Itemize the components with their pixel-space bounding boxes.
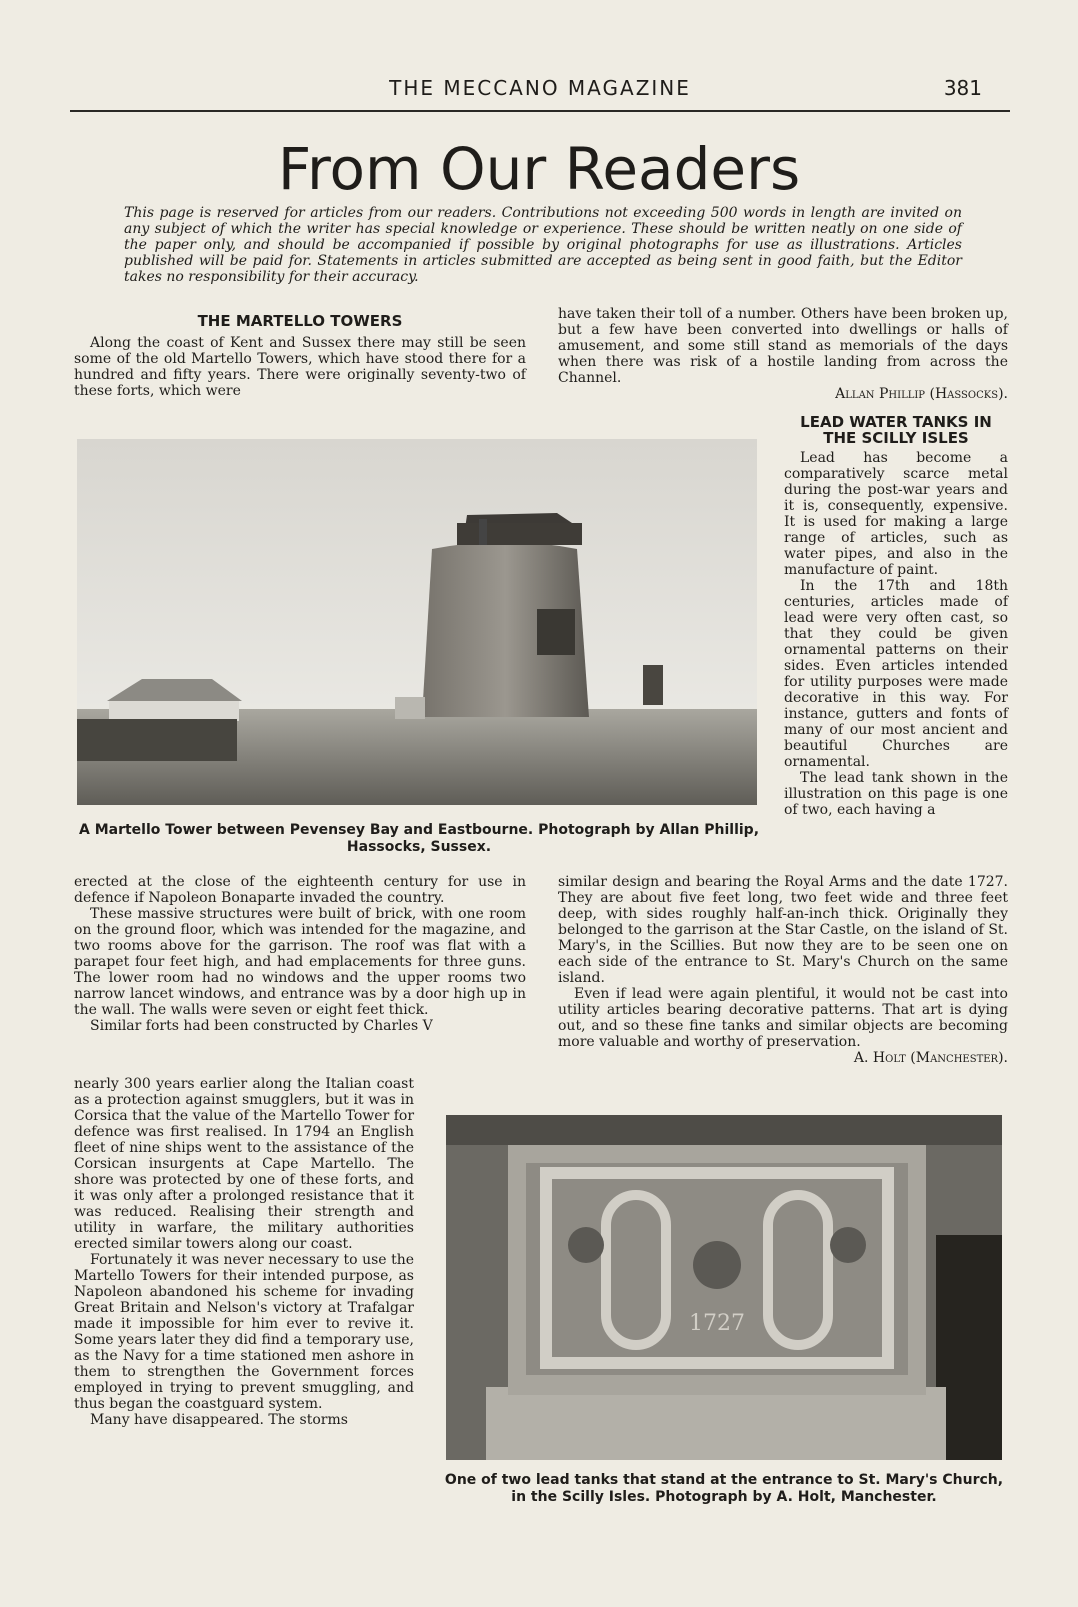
magazine-title: THE MECCANO MAGAZINE [389,76,691,100]
tank-date-label: 1727 [689,1311,745,1336]
martello-paragraph-2: erected at the close of the eighteenth century for use in defence if Napoleon Bonaparte invaded the country. [74,874,526,906]
martello-paragraph-1-continued: have taken their toll of a number. Others have been broken up, but a few have been converted into dwellings or halls of amusement, and some still stand as memorials of the days when there was risk of a hostile landing from across the Channel. [558,306,1008,386]
intro-notice: This page is reserved for articles from our readers. Contributions not exceeding 500 words in length are invited on any subject of which the writer has special knowledge or experience. These should be written neatly on one side of the paper only, and should be accompanied if possible by original photographs for use as illustrations. Articles published will be paid for. Statements in articles submitted are accepted as being sent in good faith, but the Editor takes no responsibility for their accuracy. [124,205,962,285]
lead-tank-illustration [446,1115,1002,1460]
martello-heading: THE MARTELLO TOWERS [197,312,403,330]
martello-narrow-column [74,1076,414,1428]
martello-continuation-column [558,306,1008,402]
martello-signature: Allan Phillip (Hassocks). [835,386,1008,402]
martello-paragraph-6: Many have disappeared. The storms [90,1412,348,1428]
lead-paragraph-4: Even if lead were again plentiful, it would not be cast into utility articles bearing decorative patterns. That art is dying out, and so these fine tanks and similar objects are becoming more valuable and worthy of preservation. [558,986,1008,1050]
martello-paragraph-5: Fortunately it was never necessary to use the Martello Towers for their intended purpose, as Napoleon abandoned his scheme for invading Great Britain and Nelson's victory at Trafalgar made it impossible for him ever to revive it. Some years later they did find a temporary use, as the Navy for a time stationed men ashore in them to strengthen the Government forces employed in trying to prevent smuggling, and thus began the coastguard system. [74,1252,414,1412]
lead-signature: A. Holt (Manchester). [853,1050,1008,1066]
lead-tank-photo-caption: One of two lead tanks that stand at the entrance to St. Mary's Church, in the Scilly Isles. Photograph by A. Holt, Manchester. [444,1472,1004,1505]
martello-photo-caption: A Martello Tower between Pevensey Bay and Eastbourne. Photograph by Allan Phillip, Hassocks, Sussex. [78,822,760,855]
martello-lower-column [74,874,526,1034]
lead-tanks-column [784,414,1008,818]
martello-paragraph-3: These massive structures were built of brick, with one room on the ground floor, which was intended for the magazine, and two rooms above for the garrison. The roof was flat with a parapet four feet high, and had emplacements for three guns. The lower room had no windows and the upper rooms two narrow lancet windows, and entrance was by a door high up in the wall. The walls were seven or eight feet thick. [74,906,526,1018]
lead-paragraph-3: The lead tank shown in the illustration on this page is one of two, each having a [784,770,1008,818]
martello-paragraph-4-start: Similar forts had been constructed by Charles V [90,1018,433,1034]
martello-intro-column [74,313,526,399]
page-header [70,74,1010,112]
page-title: From Our Readers [277,135,801,203]
martello-tower-illustration [77,439,757,805]
martello-paragraph-4-continued: nearly 300 years earlier along the Italian coast as a protection against smugglers, but it was in Corsica that the value of the Martello Tower for defence was first realised. In 1794 an English fleet of nine ships went to the assistance of the Corsican insurgents at Cape Martello. The shore was protected by one of these forts, and it was only after a prolonged resistance that it was reduced. Realising their strength and utility in warfare, the military authorities erected similar towers along our coast. [74,1076,415,1252]
lead-paragraph-3-continued: similar design and bearing the Royal Arms and the date 1727. They are about five feet long, two feet wide and three feet deep, with sides roughly half-an-inch thick. Originally they belonged to the garrison at the Star Castle, on the island of St. Mary's, in the Scillies. But now they are to be seen one on each side of the entrance to St. Mary's Church on the same island. [558,874,1008,986]
page-number: 381 [943,76,982,100]
lead-continuation-column [558,874,1008,1066]
lead-paragraph-1: Lead has become a comparatively scarce metal during the post-war years and it is, consequently, expensive. It is used for making a large range of articles, such as water pipes, and also in the manufacture of paint. [784,450,1008,578]
lead-tank-photo [446,1115,1002,1460]
martello-tower-photo [77,439,757,805]
lead-paragraph-2: In the 17th and 18th centuries, articles made of lead were very often cast, so that they could be given ornamental patterns on their sides. Even articles intended for utility purposes were made decorative in this way. For instance, gutters and fonts of many of our most ancient and beautiful Churches are ornamental. [784,578,1008,770]
martello-paragraph-1: Along the coast of Kent and Sussex there may still be seen some of the old Martello Towers, which have stood there for a hundred and fifty years. There were originally seventy-two of these forts, which were [74,335,526,399]
lead-tanks-heading: LEAD WATER TANKS IN THE SCILLY ISLES [800,413,992,447]
